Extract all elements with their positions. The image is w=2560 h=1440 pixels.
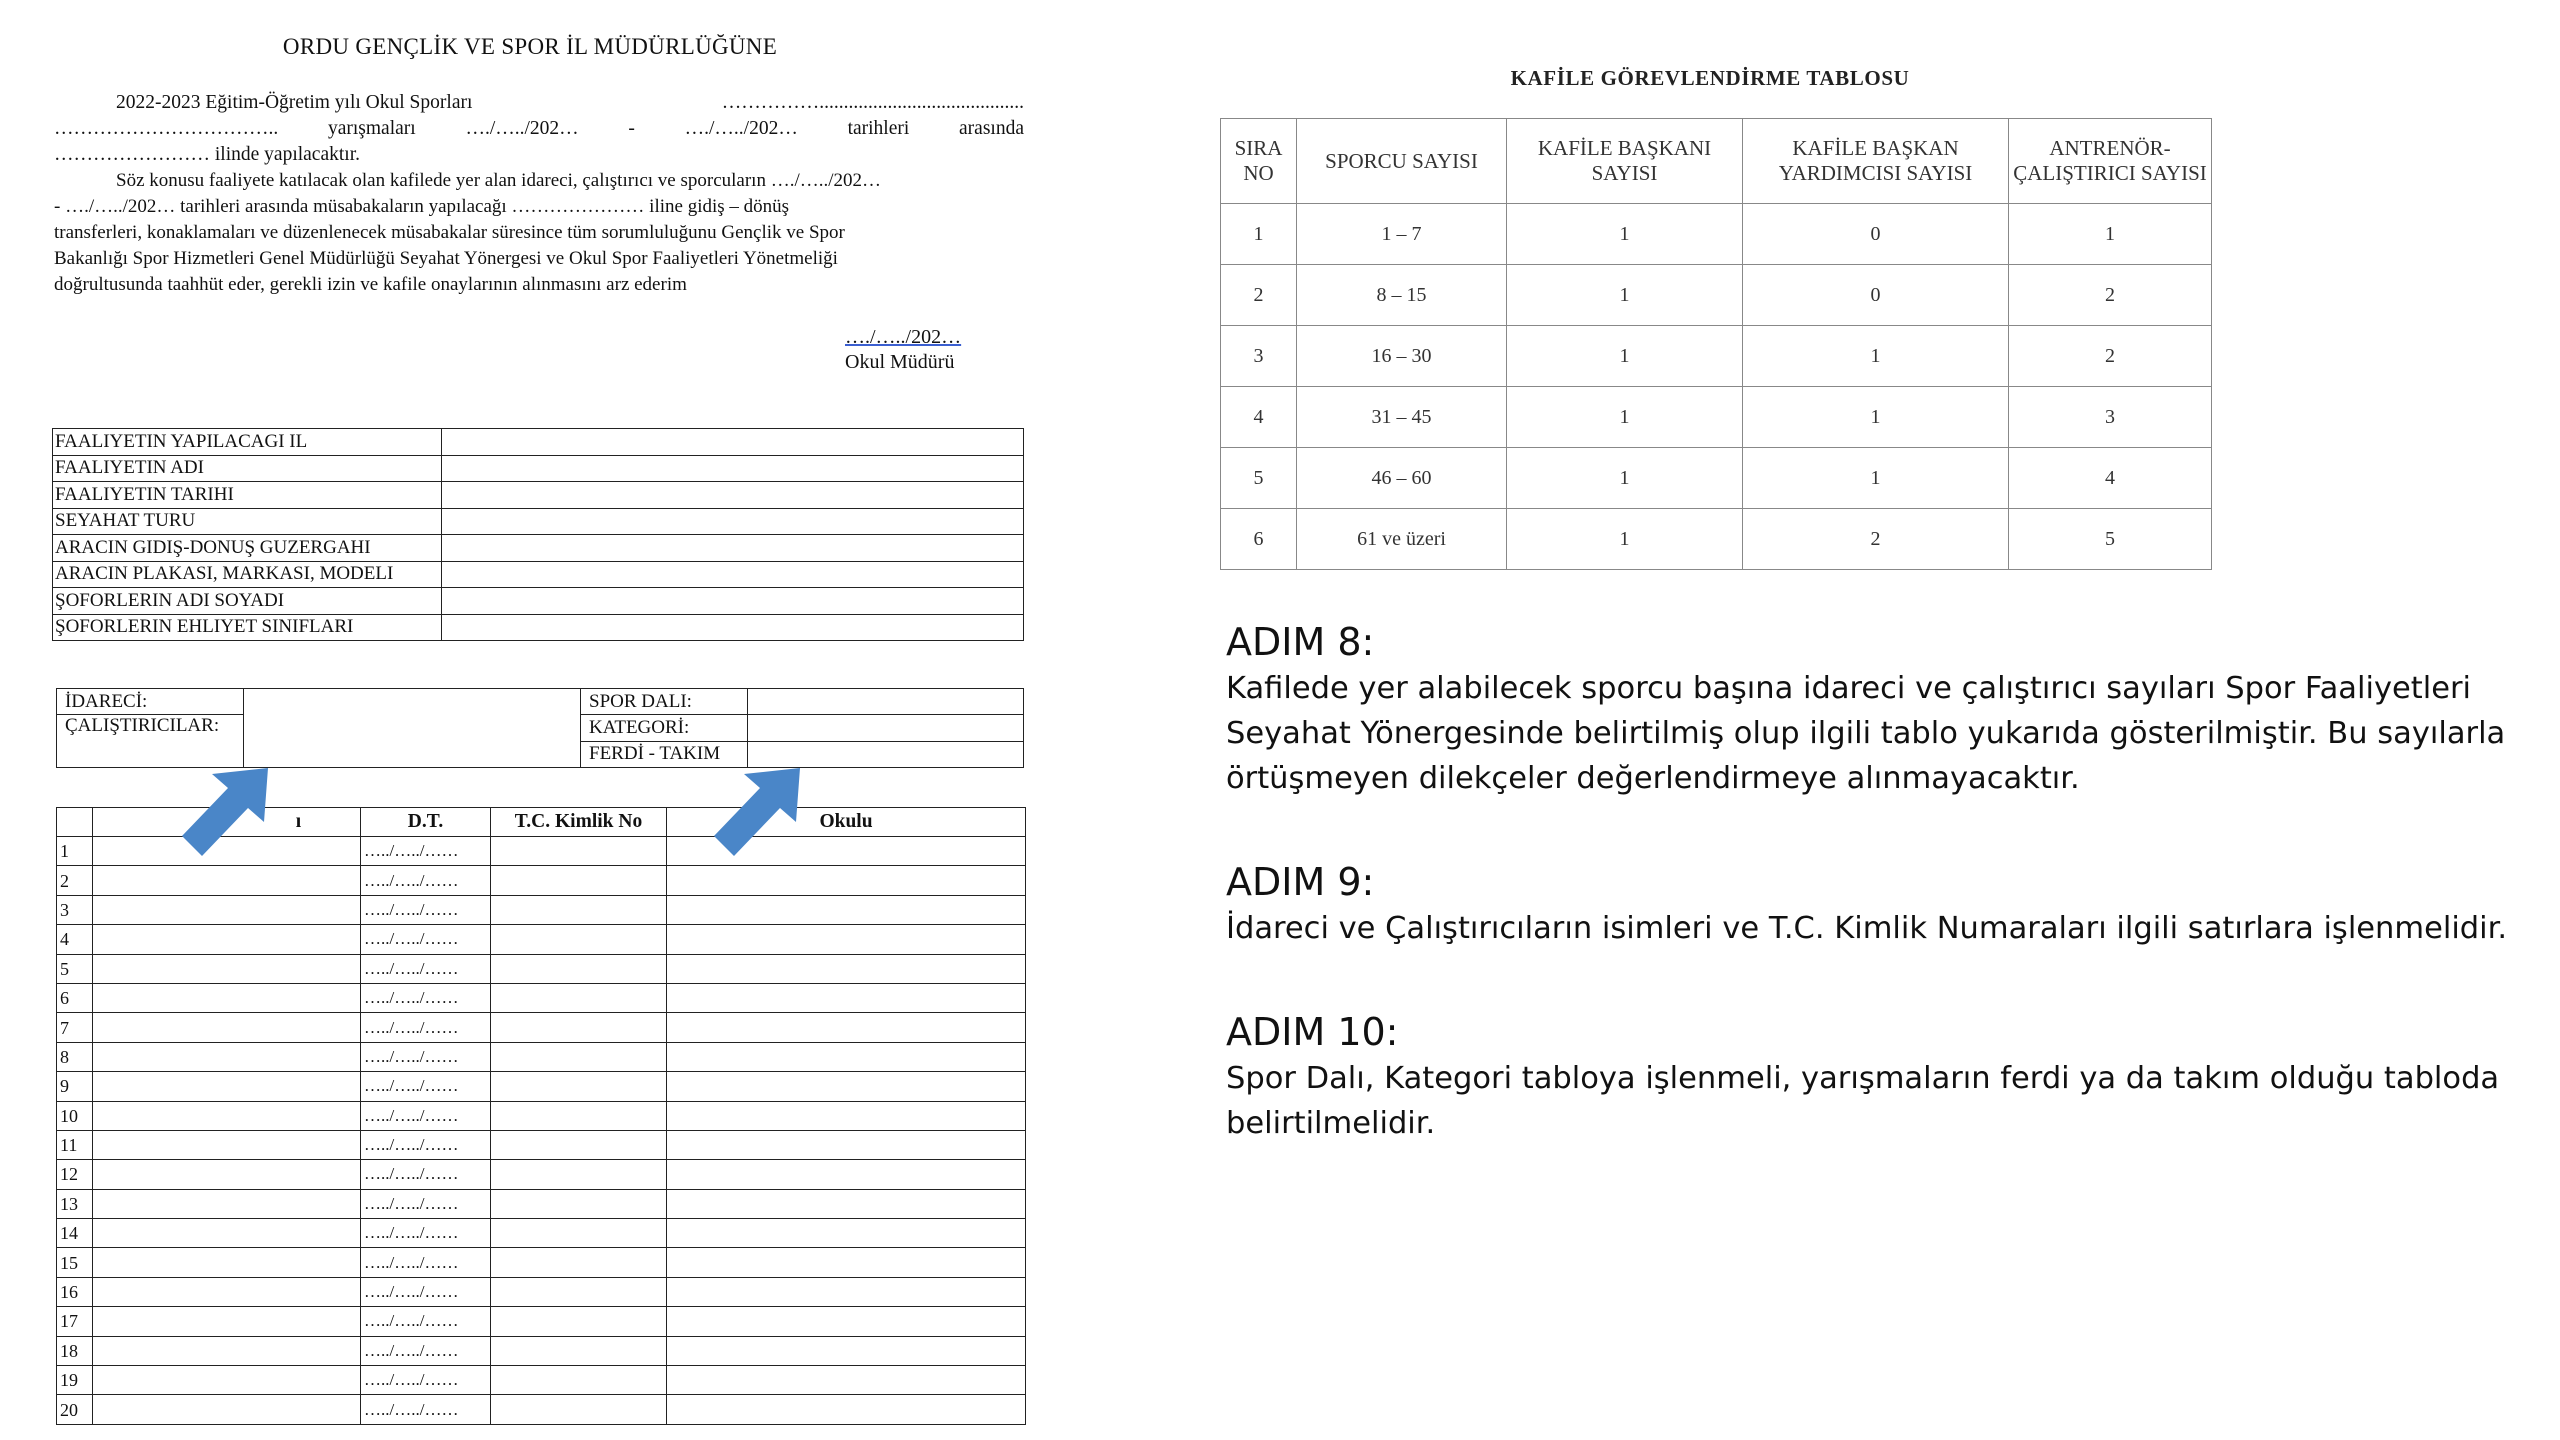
pointer-arrow-icon	[168, 760, 288, 870]
table-row	[57, 1101, 1026, 1130]
roster-school-field[interactable]	[667, 1366, 1026, 1395]
idareci-field[interactable]	[244, 689, 581, 768]
paragraph-text: arasında	[959, 118, 1024, 139]
step-10	[1226, 1008, 2499, 1146]
roster-school-field[interactable]	[667, 1072, 1026, 1101]
roster-tc-field[interactable]	[491, 1130, 667, 1159]
kafile-cell-baskan: 1	[1507, 509, 1743, 570]
paragraph-text: yarışmaları	[327, 118, 416, 139]
info-row-label: ŞOFORLERIN ADI SOYADI	[53, 588, 442, 615]
roster-birthdate-field[interactable]: …../…../……	[361, 925, 491, 954]
kafile-cell-baskan: 1	[1507, 326, 1743, 387]
step-body-line: Kafilede yer alabilecek sporcu başına idareci ve çalıştırıcı sayıları Spor Faaliyetleri	[1226, 671, 2471, 706]
paragraph-text: ……………………………..	[54, 118, 279, 139]
paragraph-text: tarihleri	[847, 118, 910, 139]
step-body-line: Seyahat Yönergesinde belirtilmiş olup ilgili tablo yukarıda gösterilmiştir. Bu sayılarla	[1226, 716, 2506, 751]
roster-tc-field[interactable]	[491, 954, 667, 983]
roster-name-field[interactable]	[93, 1130, 361, 1159]
info-row	[53, 561, 1024, 588]
roster-row-number: 2	[57, 866, 93, 895]
table-row	[57, 983, 1026, 1012]
kafile-cell-sporcu: 46 – 60	[1297, 448, 1507, 509]
kafile-cell-antrenor: 3	[2009, 387, 2212, 448]
signature-date: …./…../202…	[845, 326, 962, 348]
paragraph-text: ……………..........................................	[721, 92, 1024, 113]
roster-birthdate-field[interactable]: …../…../……	[361, 1248, 491, 1277]
roster-birthdate-field[interactable]: …../…../……	[361, 983, 491, 1012]
calistiricilar-label: ÇALIŞTIRICILAR:	[57, 715, 244, 768]
roster-school-field[interactable]	[667, 1189, 1026, 1218]
petition-form	[0, 0, 1060, 1440]
roster-school-field[interactable]	[667, 1042, 1026, 1071]
roster-school-field[interactable]	[667, 866, 1026, 895]
kafile-header-antrenor: ANTRENÖR-ÇALIŞTIRICI SAYISI	[2009, 119, 2212, 204]
roster-row-number: 6	[57, 983, 93, 1012]
signature-block	[845, 325, 961, 375]
kafile-cell-yardimci: 0	[1743, 265, 2009, 326]
roster-tc-field[interactable]	[491, 1189, 667, 1218]
roster-birthdate-field[interactable]: …../…../……	[361, 1130, 491, 1159]
info-row-label: SEYAHAT TURU	[53, 508, 442, 535]
roster-name-field[interactable]	[93, 1072, 361, 1101]
roster-name-field[interactable]	[93, 1042, 361, 1071]
roster-row-number: 5	[57, 954, 93, 983]
table-row	[57, 1395, 1026, 1424]
roster-name-field[interactable]	[93, 1277, 361, 1306]
paragraph2-line4: Bakanlığı Spor Hizmetleri Genel Müdürlüğü Seyahat Yönergesi ve Okul Spor Faaliyetleri Yönetmeliği	[54, 248, 838, 269]
roster-header-name-end: ı	[295, 811, 302, 832]
info-row-label: ARACIN PLAKASI, MARKASI, MODELI	[53, 561, 442, 588]
paragraph-text: …./…../202…	[684, 118, 798, 139]
step-body-line: örtüşmeyen dilekçeler değerlendirmeye alınmayacaktır.	[1226, 761, 2080, 796]
roster-name-field[interactable]	[93, 1101, 361, 1130]
table-row	[1221, 448, 2212, 509]
roster-tc-field[interactable]	[491, 1013, 667, 1042]
info-row	[53, 508, 1024, 535]
table-row	[57, 954, 1026, 983]
roster-name-field[interactable]	[93, 1013, 361, 1042]
kafile-cell-yardimci: 1	[1743, 326, 2009, 387]
kafile-cell-antrenor: 4	[2009, 448, 2212, 509]
kafile-cell-antrenor: 5	[2009, 509, 2212, 570]
spor-dali-field[interactable]	[748, 689, 1024, 715]
roster-school-field[interactable]	[667, 1248, 1026, 1277]
roster-name-field[interactable]	[93, 895, 361, 924]
table-row	[57, 1072, 1026, 1101]
idareci-label: İDARECİ:	[57, 689, 244, 715]
roster-school-field[interactable]	[667, 1160, 1026, 1189]
kafile-cell-sporcu: 1 – 7	[1297, 204, 1507, 265]
roster-tc-field[interactable]	[491, 1248, 667, 1277]
roster-tc-field[interactable]	[491, 1160, 667, 1189]
pointer-arrow-icon	[700, 760, 820, 870]
info-row-field[interactable]	[442, 482, 1024, 509]
info-row	[53, 482, 1024, 509]
roster-school-field[interactable]	[667, 925, 1026, 954]
table-row	[1221, 265, 2212, 326]
roster-tc-field[interactable]	[491, 1042, 667, 1071]
kafile-cell-yardimci: 1	[1743, 387, 2009, 448]
kafile-cell-yardimci: 1	[1743, 448, 2009, 509]
table-row	[57, 1307, 1026, 1336]
roster-table	[56, 807, 1026, 1425]
paragraph2-line1: Söz konusu faaliyete katılacak olan kafilede yer alan idareci, çalıştırıcı ve sporcuların …./…../202…	[116, 170, 882, 191]
roster-name-field[interactable]	[93, 925, 361, 954]
activity-info-table	[52, 428, 1024, 641]
roster-row-number: 11	[57, 1130, 93, 1159]
kafile-cell-antrenor: 2	[2009, 326, 2212, 387]
kafile-cell-sira: 5	[1221, 448, 1297, 509]
paragraph-text: -	[628, 118, 635, 139]
roster-row-number: 12	[57, 1160, 93, 1189]
table-row	[57, 1160, 1026, 1189]
paragraph2-line3: transferleri, konaklamaları ve düzenlenecek müsabakalar süresince tüm sorumluluğunu Gençlik ve Spor	[54, 222, 845, 243]
roster-row-number: 19	[57, 1366, 93, 1395]
paragraph1-line2	[54, 116, 1024, 142]
info-row-field[interactable]	[442, 508, 1024, 535]
roster-name-field[interactable]	[93, 983, 361, 1012]
kafile-cell-sporcu: 31 – 45	[1297, 387, 1507, 448]
info-row-field[interactable]	[442, 535, 1024, 562]
table-row	[57, 1336, 1026, 1365]
roster-row-number: 8	[57, 1042, 93, 1071]
roster-row-number: 14	[57, 1219, 93, 1248]
roster-tc-field[interactable]	[491, 1277, 667, 1306]
paragraph2-line5: doğrultusunda taahhüt eder, gerekli izin ve kafile onaylarının alınmasını arz ederim	[54, 274, 687, 295]
roster-tc-field[interactable]	[491, 866, 667, 895]
table-row	[57, 925, 1026, 954]
signature-title: Okul Müdürü	[845, 351, 955, 373]
table-row	[57, 1248, 1026, 1277]
info-row-field[interactable]	[442, 614, 1024, 641]
document-title: ORDU GENÇLİK VE SPOR İL MÜDÜRLÜĞÜNE	[282, 34, 778, 59]
step-body-line: İdareci ve Çalıştırıcıların isimleri ve T.C. Kimlik Numaraları ilgili satırlara işlenmelidir.	[1226, 911, 2508, 946]
step-heading: ADIM 9:	[1226, 860, 1375, 904]
roster-tc-field[interactable]	[491, 1219, 667, 1248]
paragraph-text: 2022-2023 Eğitim-Öğretim yılı Okul Sporları	[116, 92, 473, 113]
kafile-cell-sira: 1	[1221, 204, 1297, 265]
roster-birthdate-field[interactable]: …../…../……	[361, 866, 491, 895]
kafile-cell-baskan: 1	[1507, 387, 1743, 448]
ferdi-takim-label: FERDİ - TAKIM	[581, 741, 748, 768]
roster-school-field[interactable]	[667, 983, 1026, 1012]
kafile-table	[1220, 118, 2212, 570]
kafile-cell-antrenor: 1	[2009, 204, 2212, 265]
kafile-cell-antrenor: 2	[2009, 265, 2212, 326]
roster-tc-field[interactable]	[491, 837, 667, 866]
roster-birthdate-field[interactable]: …../…../……	[361, 1307, 491, 1336]
table-row	[1221, 509, 2212, 570]
kafile-cell-sporcu: 61 ve üzeri	[1297, 509, 1507, 570]
roster-tc-field[interactable]	[491, 895, 667, 924]
roster-birthdate-field[interactable]: …../…../……	[361, 1219, 491, 1248]
kafile-cell-sporcu: 8 – 15	[1297, 265, 1507, 326]
table-row	[57, 1130, 1026, 1159]
roster-birthdate-field[interactable]: …../…../……	[361, 1101, 491, 1130]
roster-row-number: 15	[57, 1248, 93, 1277]
kafile-table-title: KAFİLE GÖREVLENDİRME TABLOSU	[1510, 66, 1910, 90]
roster-birthdate-field[interactable]: …../…../……	[361, 1072, 491, 1101]
info-row	[53, 535, 1024, 562]
table-row	[1221, 326, 2212, 387]
roster-name-field[interactable]	[93, 1366, 361, 1395]
roster-name-field[interactable]	[93, 866, 361, 895]
roster-birthdate-field[interactable]: …../…../……	[361, 1189, 491, 1218]
step-heading: ADIM 10:	[1226, 1010, 1399, 1054]
roster-row-number: 10	[57, 1101, 93, 1130]
kafile-cell-baskan: 1	[1507, 204, 1743, 265]
kafile-header-sira: SIRA NO	[1221, 119, 1297, 204]
roster-birthdate-field[interactable]: …../…../……	[361, 954, 491, 983]
table-row	[1221, 204, 2212, 265]
roster-school-field[interactable]	[667, 1219, 1026, 1248]
table-row	[57, 1277, 1026, 1306]
roster-birthdate-field[interactable]: …../…../……	[361, 1013, 491, 1042]
kategori-label: KATEGORİ:	[581, 715, 748, 742]
roster-birthdate-field[interactable]: …../…../……	[361, 1395, 491, 1424]
roster-row-number: 9	[57, 1072, 93, 1101]
info-row-field[interactable]	[442, 588, 1024, 615]
kafile-cell-sporcu: 16 – 30	[1297, 326, 1507, 387]
kafile-cell-sira: 3	[1221, 326, 1297, 387]
table-row	[57, 866, 1026, 895]
kafile-header-sporcu: SPORCU SAYISI	[1297, 119, 1507, 204]
info-row	[53, 455, 1024, 482]
step-heading: ADIM 8:	[1226, 620, 1375, 664]
roster-school-field[interactable]	[667, 1101, 1026, 1130]
roster-header-school: Okulu	[667, 808, 1026, 837]
kafile-header-yardimci: KAFİLE BAŞKAN YARDIMCISI SAYISI	[1743, 119, 2009, 204]
info-row-field[interactable]	[442, 429, 1024, 456]
table-row	[57, 1013, 1026, 1042]
roster-header-no	[57, 808, 93, 837]
roster-name-field[interactable]	[93, 1248, 361, 1277]
roster-row-number: 13	[57, 1189, 93, 1218]
paragraph-text: …./…../202…	[465, 118, 579, 139]
roster-row-number: 1	[57, 837, 93, 866]
kafile-cell-sira: 6	[1221, 509, 1297, 570]
info-row-label: ARACIN GIDIŞ-DONUŞ GUZERGAHI	[53, 535, 442, 562]
kafile-cell-baskan: 1	[1507, 265, 1743, 326]
table-row	[57, 1366, 1026, 1395]
roster-name-field[interactable]	[93, 1336, 361, 1365]
table-row	[57, 1219, 1026, 1248]
info-row	[53, 588, 1024, 615]
roster-name-field[interactable]	[93, 954, 361, 983]
roster-row-number: 16	[57, 1277, 93, 1306]
roster-tc-field[interactable]	[491, 1336, 667, 1365]
roster-school-field[interactable]	[667, 1307, 1026, 1336]
roster-school-field[interactable]	[667, 1336, 1026, 1365]
roster-row-number: 17	[57, 1307, 93, 1336]
roster-row-number: 20	[57, 1395, 93, 1424]
info-row	[53, 614, 1024, 641]
roster-school-field[interactable]	[667, 954, 1026, 983]
table-row	[57, 1189, 1026, 1218]
roster-school-field[interactable]	[667, 1130, 1026, 1159]
kafile-cell-yardimci: 0	[1743, 204, 2009, 265]
kafile-cell-sira: 2	[1221, 265, 1297, 326]
info-row-field[interactable]	[442, 455, 1024, 482]
roster-birthdate-field[interactable]: …../…../……	[361, 1336, 491, 1365]
roster-row-number: 4	[57, 925, 93, 954]
roster-row-number: 7	[57, 1013, 93, 1042]
spor-dali-label: SPOR DALI:	[581, 689, 748, 715]
table-row	[57, 895, 1026, 924]
info-row-label: FAALIYETIN YAPILACAGI IL	[53, 429, 442, 456]
roster-tc-field[interactable]	[491, 1307, 667, 1336]
roster-birthdate-field[interactable]: …../…../……	[361, 1042, 491, 1071]
info-row-field[interactable]	[442, 561, 1024, 588]
kafile-cell-baskan: 1	[1507, 448, 1743, 509]
kafile-header-row	[1221, 119, 2212, 204]
kategori-field[interactable]	[748, 715, 1024, 742]
roster-tc-field[interactable]	[491, 1366, 667, 1395]
roster-school-field[interactable]	[667, 895, 1026, 924]
step-8	[1226, 618, 2505, 801]
roster-birthdate-field[interactable]: …../…../……	[361, 1277, 491, 1306]
roster-tc-field[interactable]	[491, 1395, 667, 1424]
kafile-header-baskan: KAFİLE BAŞKANI SAYISI	[1507, 119, 1743, 204]
staff-table	[56, 688, 1024, 768]
info-row	[53, 429, 1024, 456]
kafile-cell-sira: 4	[1221, 387, 1297, 448]
roster-birthdate-field[interactable]: …../…../……	[361, 1366, 491, 1395]
roster-name-field[interactable]	[93, 1395, 361, 1424]
table-row	[1221, 387, 2212, 448]
info-row-label: FAALIYETIN ADI	[53, 455, 442, 482]
roster-birthdate-field[interactable]: …../…../……	[361, 895, 491, 924]
roster-name-field[interactable]	[93, 1307, 361, 1336]
paragraph2-line2: - …./…../202… tarihleri arasında müsabakaların yapılacağı ………………… iline gidiş – dönüş	[54, 196, 790, 217]
roster-header-tc: T.C. Kimlik No	[491, 808, 667, 837]
roster-name-field[interactable]	[93, 1189, 361, 1218]
roster-name-field[interactable]	[93, 1160, 361, 1189]
roster-school-field[interactable]	[667, 1277, 1026, 1306]
roster-row-number: 18	[57, 1336, 93, 1365]
paragraph1-line1	[116, 90, 1024, 116]
step-9	[1226, 858, 2507, 951]
roster-school-field[interactable]	[667, 1395, 1026, 1424]
roster-birthdate-field[interactable]: …../…../……	[361, 837, 491, 866]
roster-row-number: 3	[57, 895, 93, 924]
info-row-label: FAALIYETIN TARIHI	[53, 482, 442, 509]
step-body-line: belirtilmelidir.	[1226, 1106, 1436, 1141]
roster-name-field[interactable]	[93, 1219, 361, 1248]
kafile-cell-yardimci: 2	[1743, 509, 2009, 570]
roster-birthdate-field[interactable]: …../…../……	[361, 1160, 491, 1189]
roster-tc-field[interactable]	[491, 1072, 667, 1101]
table-row	[57, 1042, 1026, 1071]
roster-tc-field[interactable]	[491, 983, 667, 1012]
roster-tc-field[interactable]	[491, 1101, 667, 1130]
roster-tc-field[interactable]	[491, 925, 667, 954]
info-row-label: ŞOFORLERIN EHLIYET SINIFLARI	[53, 614, 442, 641]
paragraph1-line3: …………………… ilinde yapılacaktır.	[54, 144, 360, 165]
step-body-line: Spor Dalı, Kategori tabloya işlenmeli, yarışmaların ferdi ya da takım olduğu tabloda	[1226, 1061, 2500, 1096]
roster-school-field[interactable]	[667, 1013, 1026, 1042]
roster-header-dt: D.T.	[361, 808, 491, 837]
